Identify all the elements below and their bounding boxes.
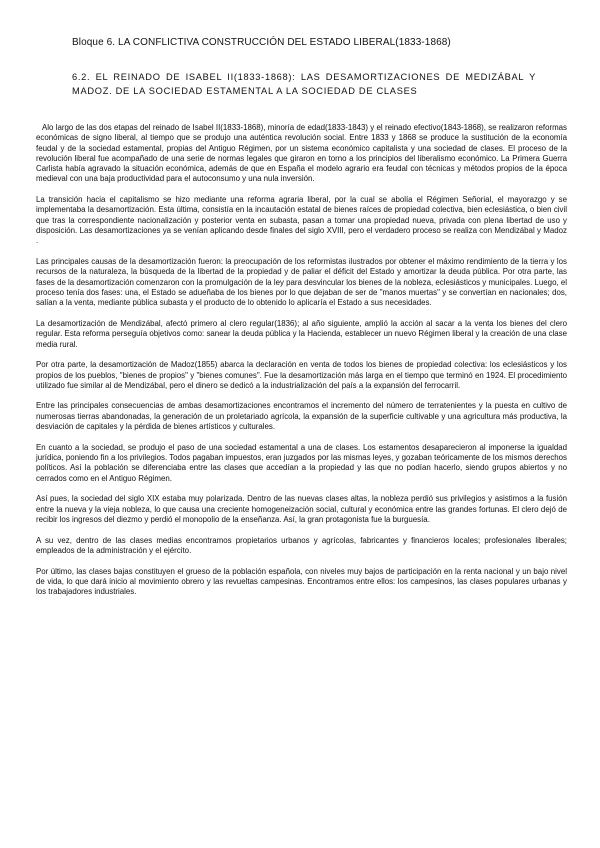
paragraph: En cuanto a la sociedad, se produjo el paso de una sociedad estamental a una de clases. Los estamentos desaparecieron al imponerse la igualdad jurídica, poniendo fin a los privilegios. Todos pagaban impuestos, eran juzgados por las mismas leyes, y gozaban teóricamente de los mismos derechos políticos. Así la población se diferenciaba entre las clases que accedían a la propiedad y las que no podían hacerlo, siendo grupos abiertos y no cerrados como en el Antiguo Régimen. [36,442,568,483]
paragraph: La desamortización de Mendizábal, afectó primero al clero regular(1836); al año siguiente, amplió la acción al sacar a la venta los bienes del clero regular. Esta reforma perseguía objetivos como: sanear la deuda pública y la Hacienda, establecer un nuevo Régimen liberal y la creación de una clase media rural. [36,318,567,349]
document-body [36,123,567,608]
paragraph: Alo largo de las dos etapas del reinado de Isabel II(1833-1868), minoría de edad(1833-1843) y el reinado efectivo(1843-1868), se realizaron reformas económicas de signo liberal, al tiempo que se produjo una auténtica revolución social. Entre 1833 y 1868 se produce la sustitución de la economía feudal y de la sociedad estamental, propias del Antiguo Régimen, por un sistema económico capitalista y una sociedad de clases. El proceso de la revolución liberal fue acompañado de una serie de normas legales que giraron en torno a los principios del liberalismo económico. La Primera Guerra Carlista había agravado la situación económica, además de que en España el modelo agrario era feudal con técnicas y métodos propios de la época medieval con una baja productividad para el autoconsumo y una nula inversión. [36,123,567,184]
block-title: Bloque 6. LA CONFLICTIVA CONSTRUCCIÓN DEL ESTADO LIBERAL(1833-1868) [72,37,451,48]
paragraph: Por último, las clases bajas constituyen el grueso de la población española, con niveles muy bajos de participación en la renta nacional y un bajo nivel de vida, lo que dará inicio al movimiento obrero y las revueltas campesinas. Encontramos entre ellos: los campesinos, las clases populares urbanas y los trabajadores industriales. [36,566,567,597]
paragraph: Así pues, la sociedad del siglo XIX estaba muy polarizada. Dentro de las nuevas clases altas, la nobleza perdió sus privilegios y asistimos a la fusión entre la nueva y la vieja nobleza, lo que causa una creciente homogeneización social, cultural y económica entre las grandes fortunas. El clero dejó de recibir los ingresos del diezmo y perdió el monopolio de la enseñanza. Así, la gran protagonista fue la burguesía. [36,494,567,524]
paragraph: La transición hacia el capitalismo se hizo mediante una reforma agraria liberal, por la cual se abolía el Régimen Señorial, el mayorazgo y se implementaba la desamortización. Esta última, consistía en la incautación estatal de bienes raíces de propiedad colectiva, bien eclesiástica, o bien civil que tras la correspondiente nacionalización y posterior venta en subasta, pasan a tomar una propiedad nueva, privada con plena libertad de uso y disposición. Las desamortizaciones ya se venían aplicando desde finales del siglo XVIII, pero el verdadero proceso se realiza con Mendizábal y Madoz . [36,195,567,246]
paragraph: Las principales causas de la desamortización fueron: la preocupación de los reformistas ilustrados por obtener el máximo rendimiento de la tierra y los recursos de la naturaleza, la búsqueda de la libertad de la propiedad y de paliar el déficit del Estado y amortizar la deuda pública. Por otra parte, las fases de la desamortización comenzaron con la promulgación de la ley para desvincular los bienes de la nobleza, eclesiásticos y municipales. Luego, el proceso tenía dos fases: una, el Estado se adueñaba de los bienes por lo que dejaban de ser de "manos muertas" y se convertían en nacionales; dos, salían a la venta, mediante pública subasta y el producto de lo obtenido lo aplicaría el Estado a sus necesidades. [36,257,567,308]
paragraph: Por otra parte, la desamortización de Madoz(1855) abarca la declaración en venta de todos los bienes de propiedad colectiva: los eclesiásticos y los propios de los pueblos, "bienes de propios" y "bienes comunes". Fue la desamortización más larga en el tiempo que terminó en 1924. El procedimiento utilizado fue similar al de Mendizábal, pero el dinero se dedicó a la industrialización del país a la expansión del ferrocarril. [36,360,567,390]
paragraph: A su vez, dentro de las clases medias encontramos propietarios urbanos y agrícolas, fabricantes y financieros locales; profesionales liberales; empleados de la administración y el ejército. [36,535,567,555]
paragraph: Entre las principales consecuencias de ambas desamortizaciones encontramos el incremento del número de terratenientes y la puesta en cultivo de numerosas tierras abandonadas, la generación de un proletariado agrícola, la expansión de la superficie cultivable y una agricultura más productiva, la desviación de capitales y la pérdida de bienes artísticos y culturales. [36,401,567,432]
section-title: 6.2. EL REINADO DE ISABEL II(1833-1868): LAS DESAMORTIZACIONES DE MEDIZÁBAL Y MADOZ. DE LA SOCIEDAD ESTAMENTAL A LA SOCIEDAD DE CLASES [72,72,536,96]
